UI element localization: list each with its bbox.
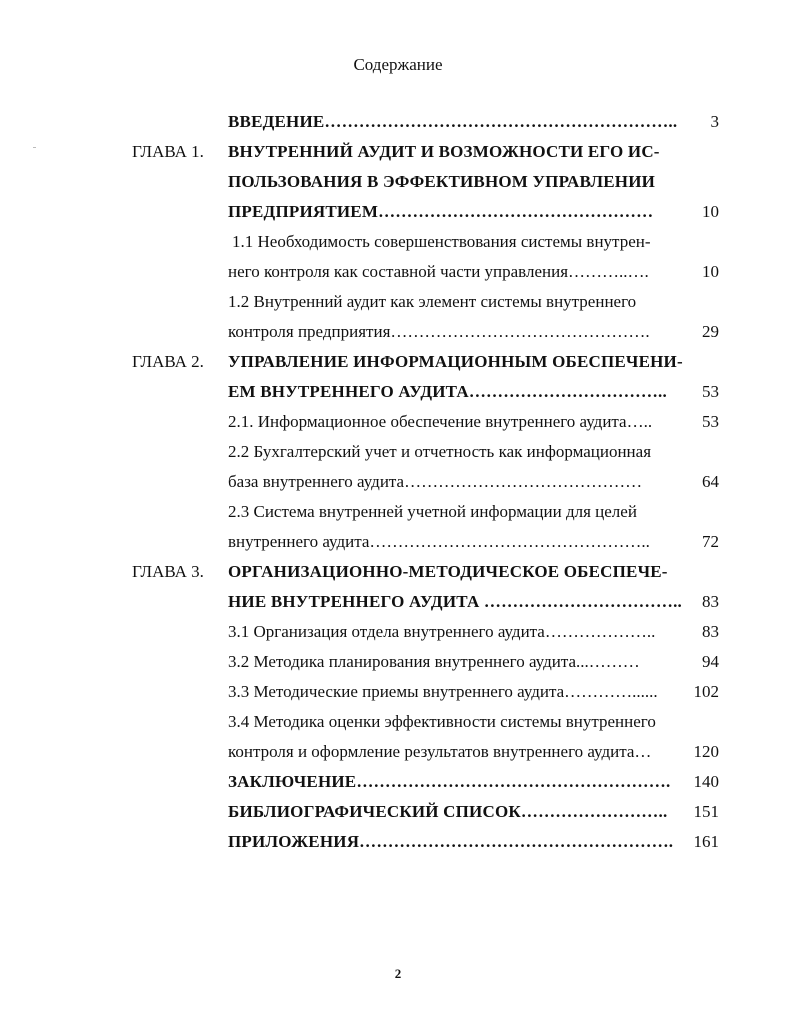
toc-entry-text: ПРИЛОЖЕНИЯ………………………………………………. xyxy=(228,832,674,851)
toc-page-number: 53 xyxy=(702,382,719,401)
toc-entry-text: ВВЕДЕНИЕ…………………………………………………….. xyxy=(228,112,678,131)
toc-page-number: 29 xyxy=(702,322,719,341)
toc-chapter-label: ГЛАВА 2. xyxy=(132,352,204,371)
toc-page-number: 53 xyxy=(702,412,719,431)
toc-entry-text: ПОЛЬЗОВАНИЯ В ЭФФЕКТИВНОМ УПРАВЛЕНИИ xyxy=(228,172,656,191)
toc-page-number: 120 xyxy=(693,742,719,761)
toc-entry-text: 2.1. Информационное обеспечение внутреннего аудита….. xyxy=(228,412,653,431)
toc-entry-text: УПРАВЛЕНИЕ ИНФОРМАЦИОННЫМ ОБЕСПЕЧЕНИ- xyxy=(228,352,683,371)
toc-page-number: 3 xyxy=(710,112,719,131)
toc-entry-text: 1.2 Внутренний аудит как элемент системы внутреннего xyxy=(228,292,637,311)
toc-page-number: 161 xyxy=(693,832,719,851)
toc-entry-text: ОРГАНИЗАЦИОННО-МЕТОДИЧЕСКОЕ ОБЕСПЕЧЕ- xyxy=(228,562,668,581)
toc-page-number: 72 xyxy=(702,532,719,551)
toc-entry-text: БИБЛИОГРАФИЧЕСКИЙ СПИСОК…………………….. xyxy=(228,802,668,821)
page-title: Содержание xyxy=(353,55,443,74)
page-number: 2 xyxy=(394,966,402,981)
toc-entry-text: 3.4 Методика оценки эффективности системы внутреннего xyxy=(228,712,656,731)
toc-page-number: 151 xyxy=(693,802,719,821)
toc-entry-text: база внутреннего аудита…………………………………… xyxy=(228,472,643,491)
toc-entry-text: ЗАКЛЮЧЕНИЕ………………………………………………. xyxy=(228,772,671,791)
toc-page-number: 83 xyxy=(702,622,719,641)
toc-page-number: 83 xyxy=(702,592,719,611)
toc-page-number: 10 xyxy=(702,202,719,221)
toc-entry-text: 3.2 Методика планирования внутреннего аудита...……… xyxy=(228,652,640,671)
toc-entry-text: 2.2 Бухгалтерский учет и отчетность как информационная xyxy=(228,442,652,461)
toc-entry-text: контроля и оформление результатов внутреннего аудита… xyxy=(228,742,652,761)
toc-chapter-label: ГЛАВА 3. xyxy=(132,562,204,581)
toc-entry-text: 3.1 Организация отдела внутреннего аудита……………….. xyxy=(228,622,656,641)
toc-page-number: 140 xyxy=(693,772,719,791)
toc-entry-text: 3.3 Методические приемы внутреннего аудита…………...... xyxy=(228,682,658,701)
toc-entry-text: ВНУТРЕННИЙ АУДИТ И ВОЗМОЖНОСТИ ЕГО ИС- xyxy=(228,142,660,161)
toc-entry-text: контроля предприятия………………………………………. xyxy=(228,322,650,341)
toc-entry-text: ПРЕДПРИЯТИЕМ………………………………………… xyxy=(228,202,654,221)
scan-mark xyxy=(33,147,36,148)
toc-entry-text: ЕМ ВНУТРЕННЕГО АУДИТА…………………………….. xyxy=(228,382,667,401)
toc-entry-text: него контроля как составной части управления………..…. xyxy=(228,262,649,281)
toc-page-number: 64 xyxy=(702,472,719,491)
toc-page-number: 10 xyxy=(702,262,719,281)
toc-entry-text: НИЕ ВНУТРЕННЕГО АУДИТА …………………………….. xyxy=(228,592,682,611)
toc-page-number: 94 xyxy=(702,652,719,671)
toc-page-number: 102 xyxy=(693,682,719,701)
toc-entry-text: 1.1 Необходимость совершенствования системы внутрен- xyxy=(232,232,651,251)
toc-entry-text: внутреннего аудита………………………………………….. xyxy=(228,532,650,551)
toc-chapter-label: ГЛАВА 1. xyxy=(132,142,204,161)
toc-entry-text: 2.3 Система внутренней учетной информации для целей xyxy=(228,502,637,521)
